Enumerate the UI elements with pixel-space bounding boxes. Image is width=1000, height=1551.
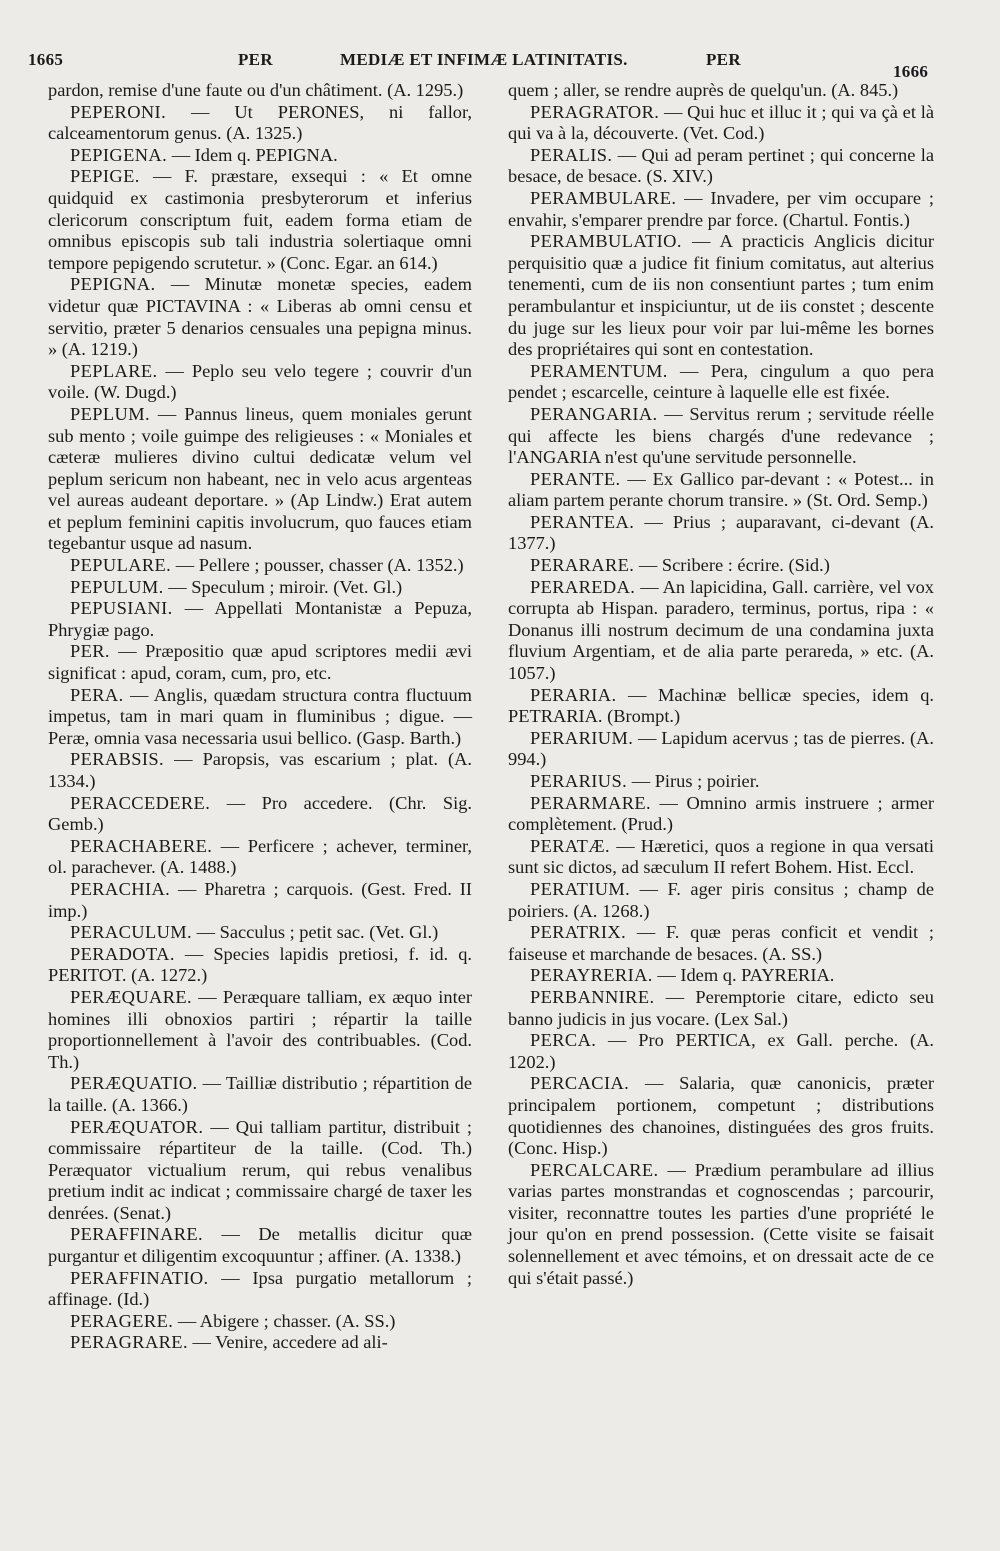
entry-headword: PERAFFINARE. <box>70 1224 204 1245</box>
entry-definition: — F. præstare, exsequi : « Et omne quidquid ex castimonia presbyterorum et inferius clericorum conscriptum fuit, eadem forma etiam de omnibus episcopis sub tali industria solertiaque omni tempore pepigendo scrutetur. » (Conc. Egar. an 614.) <box>48 166 472 273</box>
entry-headword: PEPLUM. <box>70 403 150 424</box>
entry-definition: — Ut PERONES, ni fallor, calceamentorum genus. (A. 1325.) <box>48 101 472 144</box>
entry-definition: — Lapidum acervus ; tas de pierres. (A. 994.) <box>508 727 934 770</box>
entry-definition: — Pannus lineus, quem moniales gerunt sub mento ; voile guimpe des religieuses : « Moniales et cæteræ mulieres divino cultui dedicatæ velum vel peplum sericum non habeant, nec in velo acus argenteas vel aureas audeant deportare. » (Ap Lindw.) Erat autem et peplum feminini capitis involucrum, quo fauces etiam tegebantur usque ad nasum. <box>48 403 472 554</box>
entry-headword: PERÆQUATOR. <box>70 1116 204 1137</box>
entry-headword: PERARARE. <box>530 555 635 576</box>
dictionary-entry <box>48 793 472 836</box>
entry-definition: — Perficere ; achever, terminer, ol. parachever. (A. 1488.) <box>48 835 472 878</box>
entry-headword: PERANTEA. <box>530 511 635 532</box>
page-number-left: 1665 <box>28 50 64 69</box>
running-header <box>0 50 1000 80</box>
dictionary-entry <box>508 685 934 728</box>
dictionary-entry <box>508 469 934 512</box>
dictionary-entry <box>508 102 934 145</box>
entry-definition: — Ex Gallico par-devant : « Potest... in aliam partem perante chorum transire. » (St. Ord. Semp.) <box>508 468 934 511</box>
dictionary-entry <box>508 793 934 836</box>
dictionary-entry <box>48 879 472 922</box>
entry-headword: PEPIGE. <box>70 166 140 187</box>
entry-definition: — Machinæ bellicæ species, idem q. PETRARIA. (Brompt.) <box>508 684 934 727</box>
dictionary-entry <box>508 404 934 469</box>
entry-definition: — Anglis, quædam structura contra fluctuum impetus, tam in mari quam in fluminibus ; digue. — Peræ, omnia vasa necessaria usui bellico. (Gasp. Barth.) <box>48 684 472 748</box>
entry-definition: — An lapicidina, Gall. carrière, vel vox corrupta ab Hispan. paradero, terminus, portus, ripa : « Donanus illi nostrum decimum de una condamina juxta fluvium Argentiam, et de alia parte perareda, » etc. (A. 1057.) <box>508 576 934 684</box>
left-column <box>48 80 472 1354</box>
entry-headword: PERCACIA. <box>530 1073 630 1094</box>
dictionary-entry <box>508 879 934 922</box>
entry-headword: PERABSIS. <box>70 749 165 770</box>
entry-definition: — Pirus ; poirier. <box>627 771 760 791</box>
entry-definition: — Scribere : écrire. (Sid.) <box>634 555 830 576</box>
entry-definition: — Peplo seu velo tegere ; couvrir d'un voile. (W. Dugd.) <box>48 360 472 403</box>
entry-definition: — Pro PERTICA, ex Gall. perche. (A. 1202.) <box>508 1030 934 1072</box>
entry-definition: — Qui huc et illuc it ; qui va çà et là qui va à la, découverte. (Vet. Cod.) <box>508 101 934 144</box>
entry-headword: PERALIS. <box>530 144 613 165</box>
dictionary-entry <box>48 577 472 599</box>
entry-definition: — Paropsis, vas escarium ; plat. (A. 1334.) <box>48 749 472 791</box>
entry-definition: — Idem q. PEPIGNA. <box>167 144 338 165</box>
dictionary-entry <box>508 361 934 404</box>
entry-definition: — Idem q. PAYRERIA. <box>652 965 835 986</box>
entry-definition: — Peremptorie citare, edicto seu banno judicis in jus vocare. (Lex Sal.) <box>508 986 934 1029</box>
entry-headword: PEPULARE. <box>70 555 172 576</box>
entry-headword: PEPULUM. <box>70 576 164 597</box>
entry-definition: — Species lapidis pretiosi, f. id. q. PERITOT. (A. 1272.) <box>48 943 472 986</box>
entry-definition: — Abigere ; chasser. (A. SS.) <box>173 1310 396 1331</box>
dictionary-entry <box>48 641 472 684</box>
dictionary-entry <box>48 274 472 360</box>
entry-definition: — Pellere ; pousser, chasser (A. 1352.) <box>171 555 464 576</box>
entry-headword: PERAFFINATIO. <box>70 1267 209 1288</box>
dictionary-entry <box>48 1311 472 1333</box>
dictionary-entry <box>48 1268 472 1311</box>
entry-definition: — Prædium perambulare ad illius varias partes monstrandas et cognoscendas ; parcourir, visiter, reconnattre toutes les parties d'une propriété le jour qu'on en prend possession. (Cette visite se faisait solennellement et avec témoins, et on dressait acte de ce qui s'était passé.) <box>508 1159 934 1288</box>
dictionary-entry <box>508 728 934 771</box>
dictionary-entry <box>48 166 472 274</box>
entry-headword: PEPIGNA. <box>70 274 156 295</box>
entry-definition: — Pro accedere. (Chr. Sig. Gemb.) <box>48 792 472 835</box>
entry-headword: PERARIUS. <box>530 771 628 791</box>
entry-definition: pardon, remise d'une faute ou d'un châtiment. (A. 1295.) <box>48 80 464 100</box>
entry-headword: PERAGRARE. <box>70 1332 188 1353</box>
page-number-right: 1666 <box>893 62 929 81</box>
dictionary-entry <box>48 145 472 167</box>
entry-headword: PERACHABERE. <box>70 835 213 856</box>
right-column <box>508 80 934 1289</box>
entry-definition: — Præpositio quæ apud scriptores medii ævi significat : apud, coram, cum, pro, etc. <box>48 641 472 684</box>
entry-headword: PERATÆ. <box>530 835 610 856</box>
entry-headword: PERCALCARE. <box>530 1159 659 1180</box>
entry-definition: — Qui talliam partitur, distribuit ; commissaire répartiteur de la taille. (Cod. Th.) Peræquator victualium rerum, qui rebus venalibus pretium indit ac indicat ; commissaire chargé de taxer les denrées. (Senat.) <box>48 1116 472 1223</box>
entry-definition: — Speculum ; miroir. (Vet. Gl.) <box>163 576 403 597</box>
dictionary-entry <box>508 188 934 231</box>
entry-headword: PERCA. <box>530 1030 597 1051</box>
catchword-left: PER <box>238 50 273 69</box>
entry-headword: PERBANNIRE. <box>530 986 655 1007</box>
entry-headword: PERARIA. <box>530 684 617 705</box>
entry-headword: PERA. <box>70 684 124 705</box>
entry-definition: — Tailliæ distributio ; répartition de la taille. (A. 1366.) <box>48 1073 472 1115</box>
entry-definition: — Qui ad peram pertinet ; qui concerne la besace, de besace. (S. XIV.) <box>508 144 934 187</box>
dictionary-entry <box>48 404 472 555</box>
dictionary-entry <box>48 836 472 879</box>
entry-headword: PERATIUM. <box>530 878 631 899</box>
entry-definition: — Venire, accedere ad ali- <box>187 1332 388 1353</box>
dictionary-entry <box>508 1160 934 1290</box>
entry-headword: PERARIUM. <box>530 727 634 748</box>
entry-definition: quem ; aller, se rendre auprès de quelqu'un. (A. 845.) <box>508 80 899 100</box>
dictionary-entry <box>508 80 934 102</box>
dictionary-entry <box>48 749 472 792</box>
entry-headword: PERANTE. <box>530 468 621 489</box>
entry-definition: — Pharetra ; carquois. (Gest. Fred. II imp.) <box>48 878 472 921</box>
dictionary-entry <box>508 965 934 987</box>
entry-headword: PER. <box>70 641 110 662</box>
running-title: MEDIÆ ET INFIMÆ LATINITATIS. <box>340 50 628 69</box>
entry-definition: — F. ager piris consitus ; champ de poiriers. (A. 1268.) <box>508 878 934 921</box>
entry-headword: PERAREDA. <box>530 576 636 597</box>
entry-headword: PERÆQUARE. <box>70 986 193 1007</box>
entry-definition: — Invadere, per vim occupare ; envahir, s'emparer prendre par force. (Chartul. Fontis.) <box>508 187 934 230</box>
entry-headword: PERADOTA. <box>70 943 175 964</box>
entry-definition: — Appellati Montanistæ a Pepuza, Phrygiæ pago. <box>48 598 472 640</box>
entry-definition: — Sacculus ; petit sac. (Vet. Gl.) <box>192 922 439 943</box>
entry-definition: — Peræquare talliam, ex æquo inter homines illi obnoxios partiri ; répartir la taille proportionnellement à l'avoir des contribuables. (Cod. Th.) <box>48 986 472 1072</box>
dictionary-entry <box>508 231 934 361</box>
entry-headword: PERARMARE. <box>530 792 652 813</box>
dictionary-entry <box>508 577 934 685</box>
dictionary-entry <box>48 598 472 641</box>
entry-definition: — Servitus rerum ; servitude réelle qui affecte les biens chargés d'une redevance ; l'ANGARIA n'est qu'une servitude personnelle. <box>508 403 934 468</box>
dictionary-entry <box>48 1224 472 1267</box>
entry-headword: PEPERONI. <box>70 101 167 122</box>
entry-headword: PERACULUM. <box>70 922 193 943</box>
entry-headword: PERAGERE. <box>70 1310 174 1331</box>
dictionary-entry <box>48 944 472 987</box>
entry-definition: — Pera, cingulum a quo pera pendet ; escarcelle, ceinture à laquelle elle est fixée. <box>508 360 934 403</box>
entry-headword: PERÆQUATIO. <box>70 1073 198 1094</box>
dictionary-entry <box>48 685 472 750</box>
dictionary-entry <box>508 145 934 188</box>
dictionary-entry <box>48 1332 472 1354</box>
dictionary-entry <box>48 361 472 404</box>
entry-headword: PERAGRATOR. <box>530 101 660 122</box>
dictionary-entry <box>48 1117 472 1225</box>
entry-definition: — Minutæ monetæ species, eadem videtur quæ PICTAVINA : « Liberas ab omni censu et servitio, præter 5 denarios censuales una pepigna minus. » (A. 1219.) <box>48 274 472 360</box>
entry-headword: PERATRIX. <box>530 922 627 943</box>
dictionary-entry <box>48 987 472 1073</box>
dictionary-entry <box>48 102 472 145</box>
dictionary-entry <box>48 922 472 944</box>
dictionary-entry <box>508 922 934 965</box>
dictionary-entry <box>508 836 934 879</box>
catchword-right: PER <box>706 50 741 69</box>
entry-headword: PERACCEDERE. <box>70 792 211 813</box>
entry-headword: PERACHIA. <box>70 878 171 899</box>
entry-definition: — A practicis Anglicis dicitur perquisitio quæ a judice fit finium comitatus, aut alterius tenementi, cum de iis non consentiunt partes ; tum enim perambulantur et inspiciuntur, ut de iis constet ; descente du juge sur les lieux pour voir par lui-même les bornes des propriétaires qui sont en contestation. <box>508 231 934 360</box>
entry-headword: PEPLARE. <box>70 360 158 381</box>
entry-definition: — Salaria, quæ canonicis, præter principalem portionem, competunt ; distributions quotidiennes des chanoines, distinguées des gros fruits. (Conc. Hisp.) <box>508 1073 934 1159</box>
dictionary-entry <box>48 1073 472 1116</box>
dictionary-entry <box>508 1073 934 1159</box>
entry-definition: — Prius ; auparavant, ci-devant (A. 1377.) <box>508 511 934 554</box>
dictionary-entry <box>508 1030 934 1073</box>
entry-headword: PERAYRERIA. <box>530 965 653 986</box>
entry-definition: — Hæretici, quos a regione in qua versati sunt sic dictos, ad sæculum II refert Bohem. Hist. Eccl. <box>508 835 934 878</box>
entry-headword: PERAMBULARE. <box>530 187 677 208</box>
dictionary-entry <box>48 555 472 577</box>
entry-headword: PEPUSIANI. <box>70 598 173 619</box>
dictionary-entry <box>508 987 934 1030</box>
entry-definition: — F. quæ peras conficit et vendit ; faiseuse et marchande de besaces. (A. SS.) <box>508 922 934 964</box>
dictionary-entry <box>508 771 934 793</box>
entry-headword: PERAMBULATIO. <box>530 231 682 252</box>
entry-definition: — De metallis dicitur quæ purgantur et diligentim excoquuntur ; affiner. (A. 1338.) <box>48 1224 472 1267</box>
entry-definition: — Omnino armis instruere ; armer complètement. (Prud.) <box>508 792 934 835</box>
entry-headword: PEPIGENA. <box>70 144 168 165</box>
dictionary-entry <box>48 80 472 102</box>
entry-headword: PERAMENTUM. <box>530 360 668 381</box>
entry-definition: — Ipsa purgatio metallorum ; affinage. (Id.) <box>48 1267 472 1310</box>
dictionary-entry <box>508 512 934 555</box>
entry-headword: PERANGARIA. <box>530 403 658 424</box>
dictionary-entry <box>508 555 934 577</box>
